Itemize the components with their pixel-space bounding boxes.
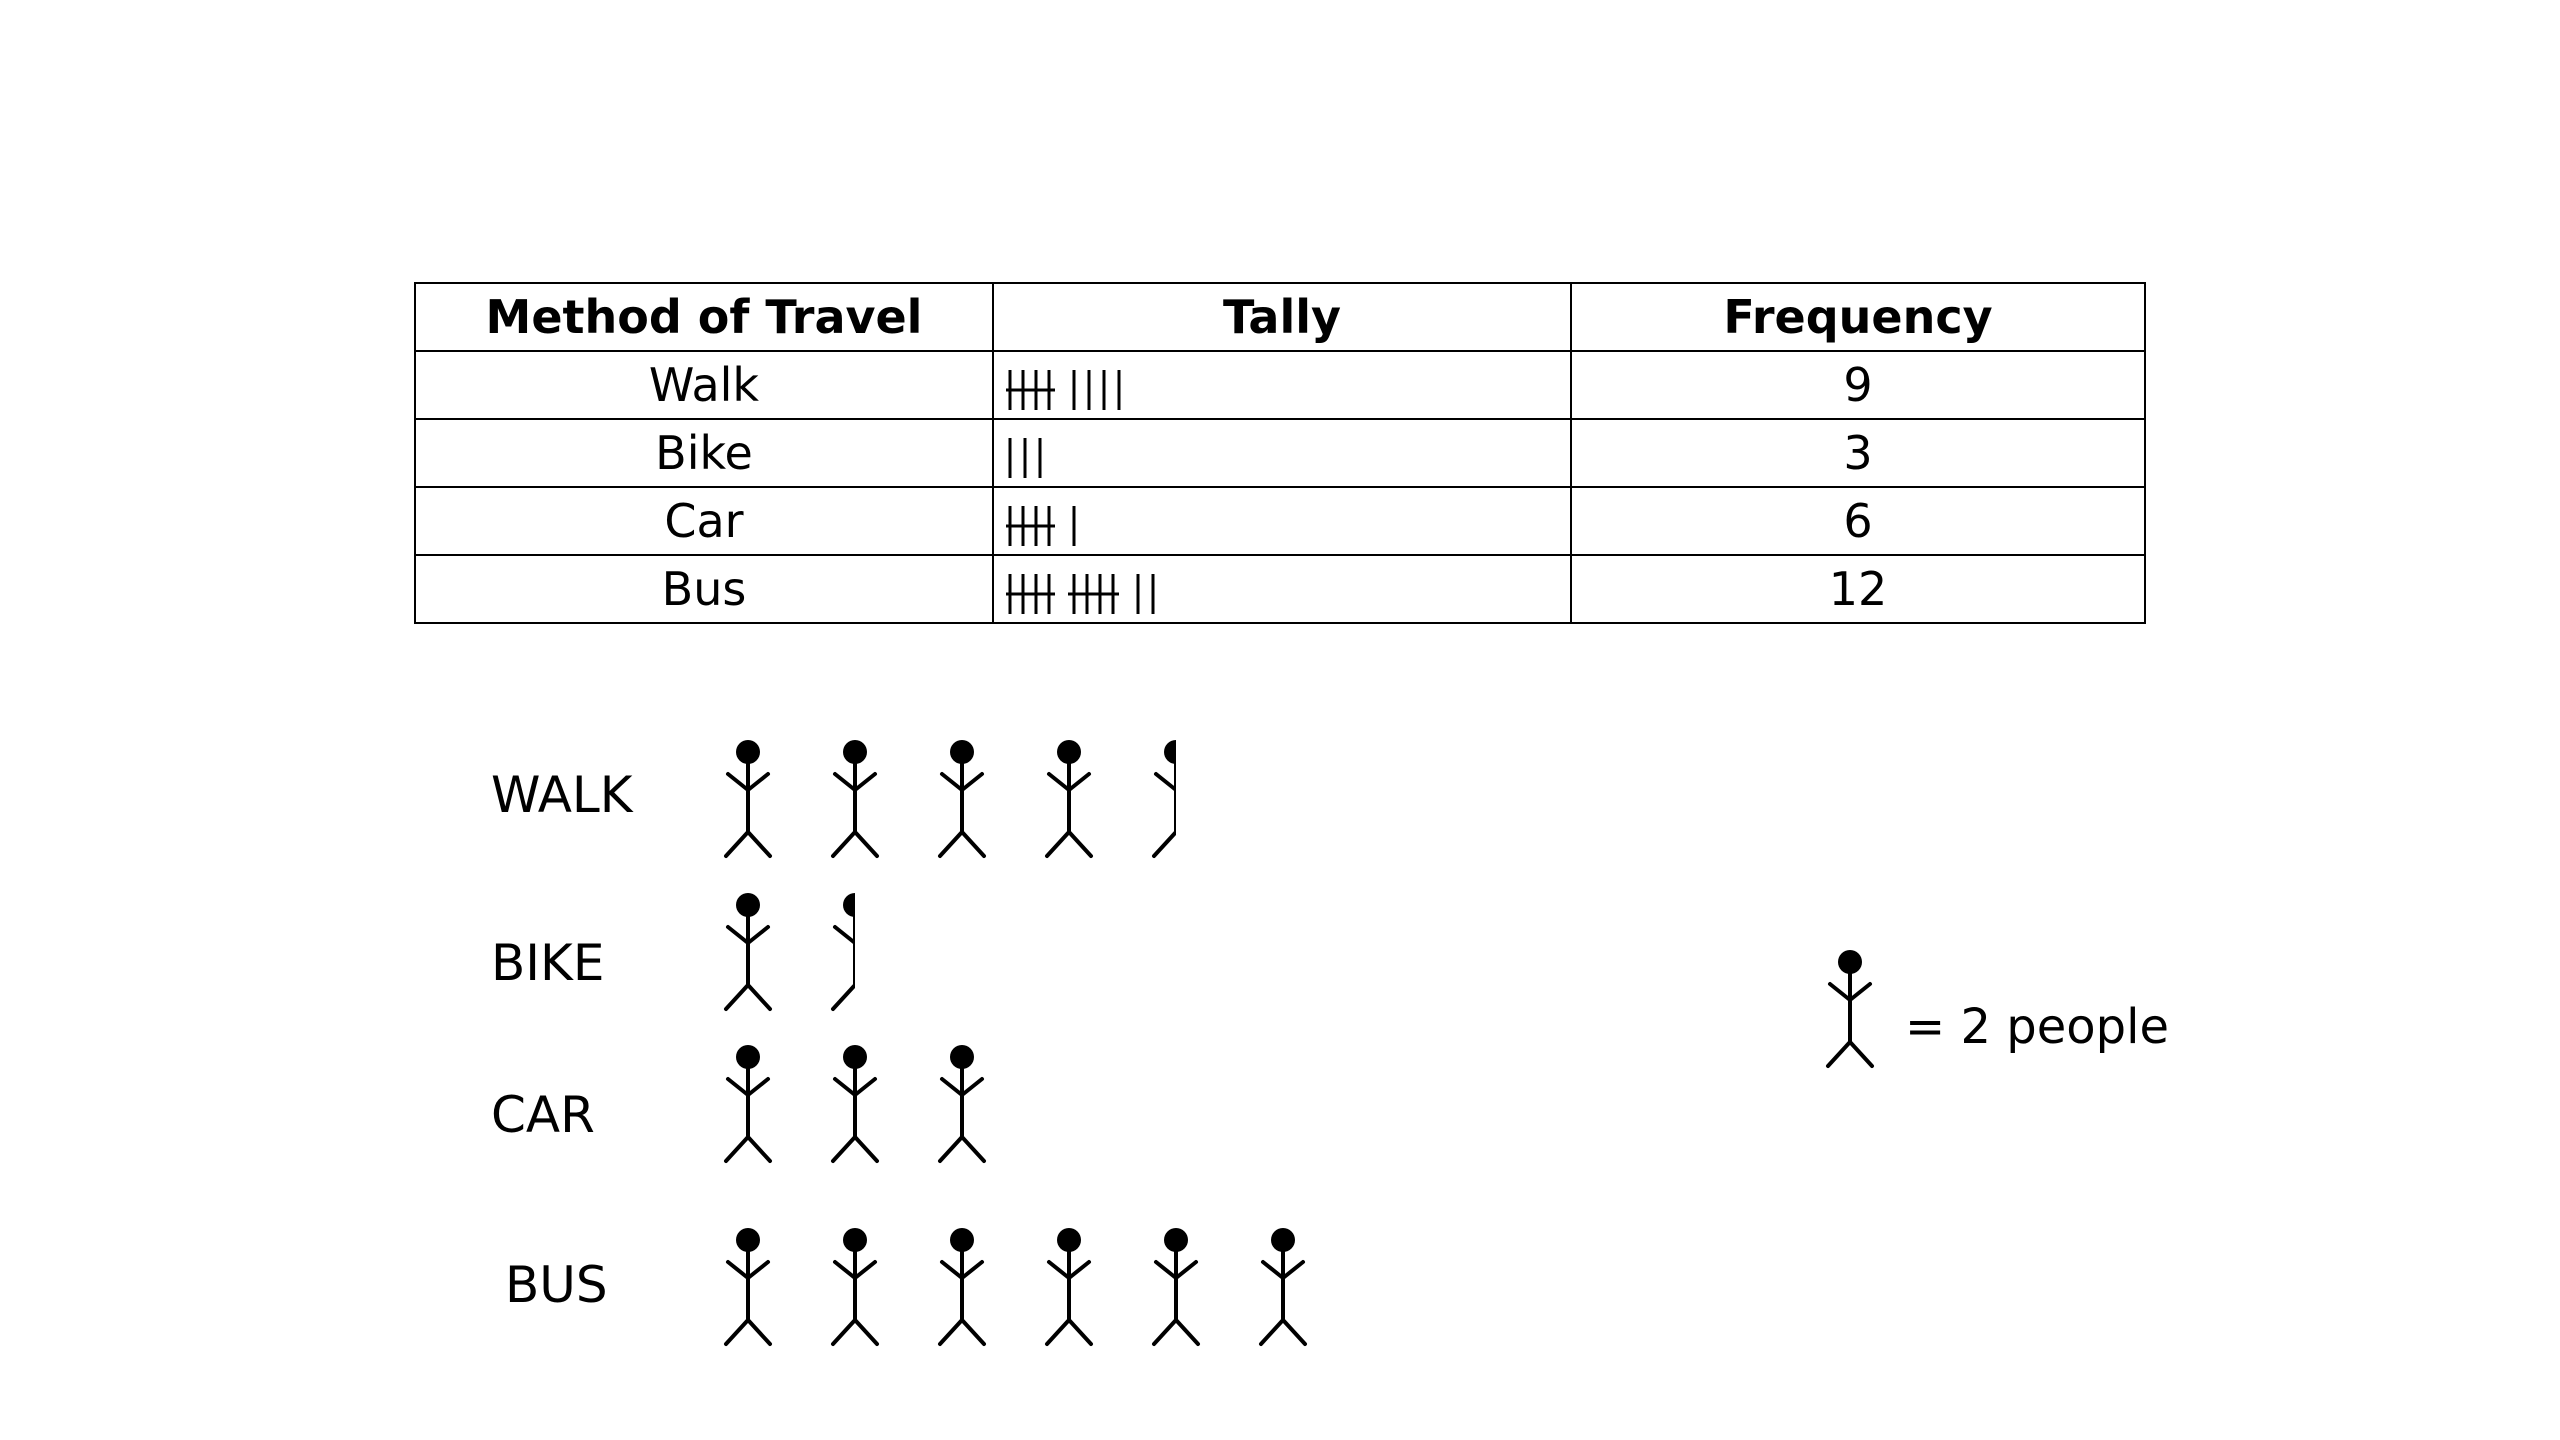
stick-figure (1154, 1228, 1198, 1344)
stick-figure (1047, 1228, 1091, 1344)
row-label: WALK (491, 766, 633, 824)
header-method: Method of Travel (415, 283, 993, 351)
row-label: BUS (505, 1256, 608, 1314)
stick-figure (833, 740, 877, 856)
pictogram-row (491, 893, 877, 1009)
pictogram-rows (491, 740, 1305, 1344)
row-label: BIKE (491, 934, 605, 992)
method-cell: Walk (415, 351, 993, 419)
stick-figure (726, 893, 770, 1009)
stick-figure (940, 1045, 984, 1161)
stick-figure-icon (1828, 950, 1872, 1066)
stick-figure (1047, 740, 1091, 856)
stick-figure (940, 740, 984, 856)
stick-figure (726, 1045, 770, 1161)
pictogram-row (491, 1045, 984, 1161)
frequency-cell: 3 (1571, 419, 2145, 487)
stick-figure (833, 1228, 877, 1344)
header-frequency: Frequency (1571, 283, 2145, 351)
header-tally: Tally (993, 283, 1571, 351)
stick-figure (726, 740, 770, 856)
method-cell: Car (415, 487, 993, 555)
frequency-cell: 6 (1571, 487, 2145, 555)
stick-figure (833, 1045, 877, 1161)
frequency-cell: 9 (1571, 351, 2145, 419)
key-label: = 2 people (1905, 999, 2169, 1055)
row-label: CAR (491, 1086, 595, 1144)
method-cell: Bike (415, 419, 993, 487)
half-stick-figure (1154, 740, 1198, 856)
stick-figure (1261, 1228, 1305, 1344)
stick-figure (726, 1228, 770, 1344)
pictogram-row (505, 1228, 1305, 1344)
stick-figure (940, 1228, 984, 1344)
half-stick-figure (833, 893, 877, 1009)
pictogram-row (491, 740, 1198, 856)
method-cell: Bus (415, 555, 993, 623)
pictogram-key (1828, 950, 2169, 1066)
stick-figure (1828, 950, 1872, 1066)
frequency-cell: 12 (1571, 555, 2145, 623)
